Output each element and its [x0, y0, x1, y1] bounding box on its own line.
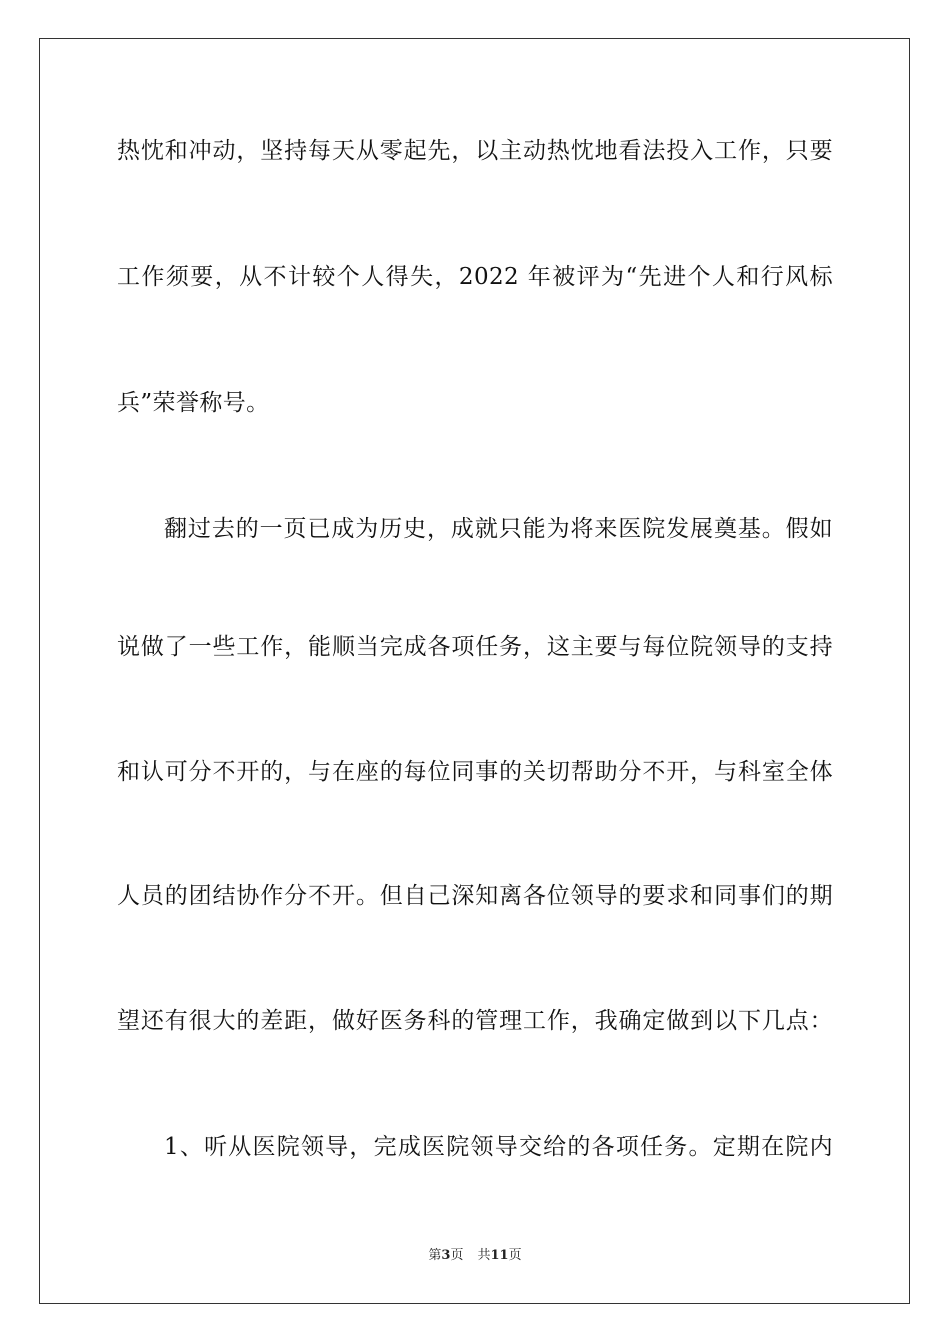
footer-page-suffix: 页 — [450, 1248, 464, 1263]
text-line-7: 人员的团结协作分不开。但自己深知离各位领导的要求和同事们的期 — [117, 883, 833, 909]
page-border — [39, 38, 910, 1304]
page-footer — [0, 1247, 950, 1265]
footer-page-total: 11 — [490, 1248, 509, 1263]
text-line-4: 翻过去的一页已成为历史，成就只能为将来医院发展奠基。假如 — [164, 516, 833, 542]
text-line-9: 1、听从医院领导，完成医院领导交给的各项任务。定期在院内 — [164, 1134, 833, 1160]
text-line-2: 工作须要，从不计较个人得失，2022 年被评为“先进个人和行风标 — [117, 264, 833, 290]
footer-page-current: 3 — [441, 1248, 451, 1263]
footer-total-prefix: 共 — [477, 1248, 491, 1263]
text-line-3: 兵”荣誉称号。 — [117, 390, 270, 416]
text-line-6: 和认可分不开的，与在座的每位同事的关切帮助分不开，与科室全体 — [117, 759, 833, 785]
text-line-1: 热忱和冲动，坚持每天从零起先，以主动热忱地看法投入工作，只要 — [117, 138, 833, 164]
footer-page-prefix: 第 — [428, 1248, 442, 1263]
footer-total-suffix: 页 — [508, 1248, 522, 1263]
text-line-8: 望还有很大的差距，做好医务科的管理工作，我确定做到以下几点： — [117, 1008, 833, 1034]
text-line-5: 说做了一些工作，能顺当完成各项任务，这主要与每位院领导的支持 — [117, 634, 833, 660]
